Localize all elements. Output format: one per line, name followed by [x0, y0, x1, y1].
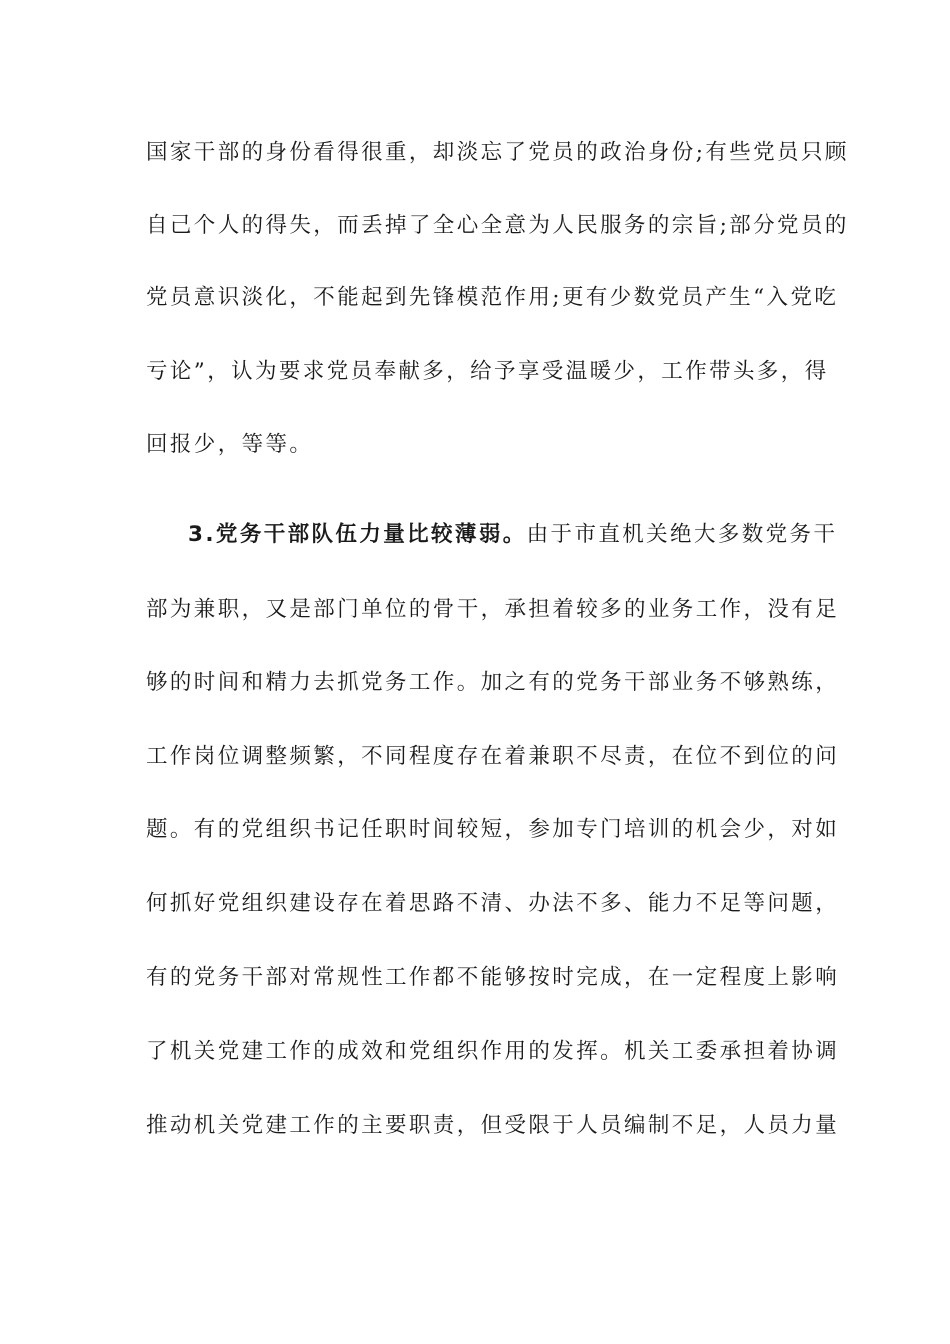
paragraph-first-line	[188, 517, 837, 553]
paragraph-line: 够的时间和精力去抓党务工作。加之有的党务干部业务不够熟练，	[146, 670, 840, 695]
paragraph-line: 工作岗位调整频繁，不同程度存在着兼职不尽责，在位不到位的问	[146, 744, 840, 769]
paragraph-line: 党员意识淡化，不能起到先锋模范作用;更有少数党员产生“入党吃	[146, 285, 839, 310]
paragraph-line: 有的党务干部对常规性工作都不能够按时完成，在一定程度上影响	[146, 965, 840, 990]
paragraph-line: 部为兼职，又是部门单位的骨干，承担着较多的业务工作，没有足	[146, 597, 840, 622]
paragraph-line: 亏论”，认为要求党员奉献多，给予享受温暖少，工作带头多，得	[146, 359, 829, 384]
paragraph-line: 国家干部的身份看得很重，却淡忘了党员的政治身份;有些党员只顾	[146, 140, 849, 165]
paragraph-line: 回报少，等等。	[146, 432, 314, 457]
paragraph-text: 由于市直机关绝大多数党务干	[526, 522, 838, 547]
section-heading: 3.党务干部队伍力量比较薄弱。	[188, 522, 527, 547]
paragraph-line: 推动机关党建工作的主要职责，但受限于人员编制不足，人员力量	[146, 1113, 840, 1138]
paragraph-line: 何抓好党组织建设存在着思路不清、办法不多、能力不足等问题，	[146, 891, 840, 916]
paragraph-line: 了机关党建工作的成效和党组织作用的发挥。机关工委承担着协调	[146, 1039, 840, 1064]
paragraph-line: 自己个人的得失，而丢掉了全心全意为人民服务的宗旨;部分党员的	[146, 213, 849, 238]
paragraph-line: 题。有的党组织书记任职时间较短，参加专门培训的机会少，对如	[146, 817, 840, 842]
